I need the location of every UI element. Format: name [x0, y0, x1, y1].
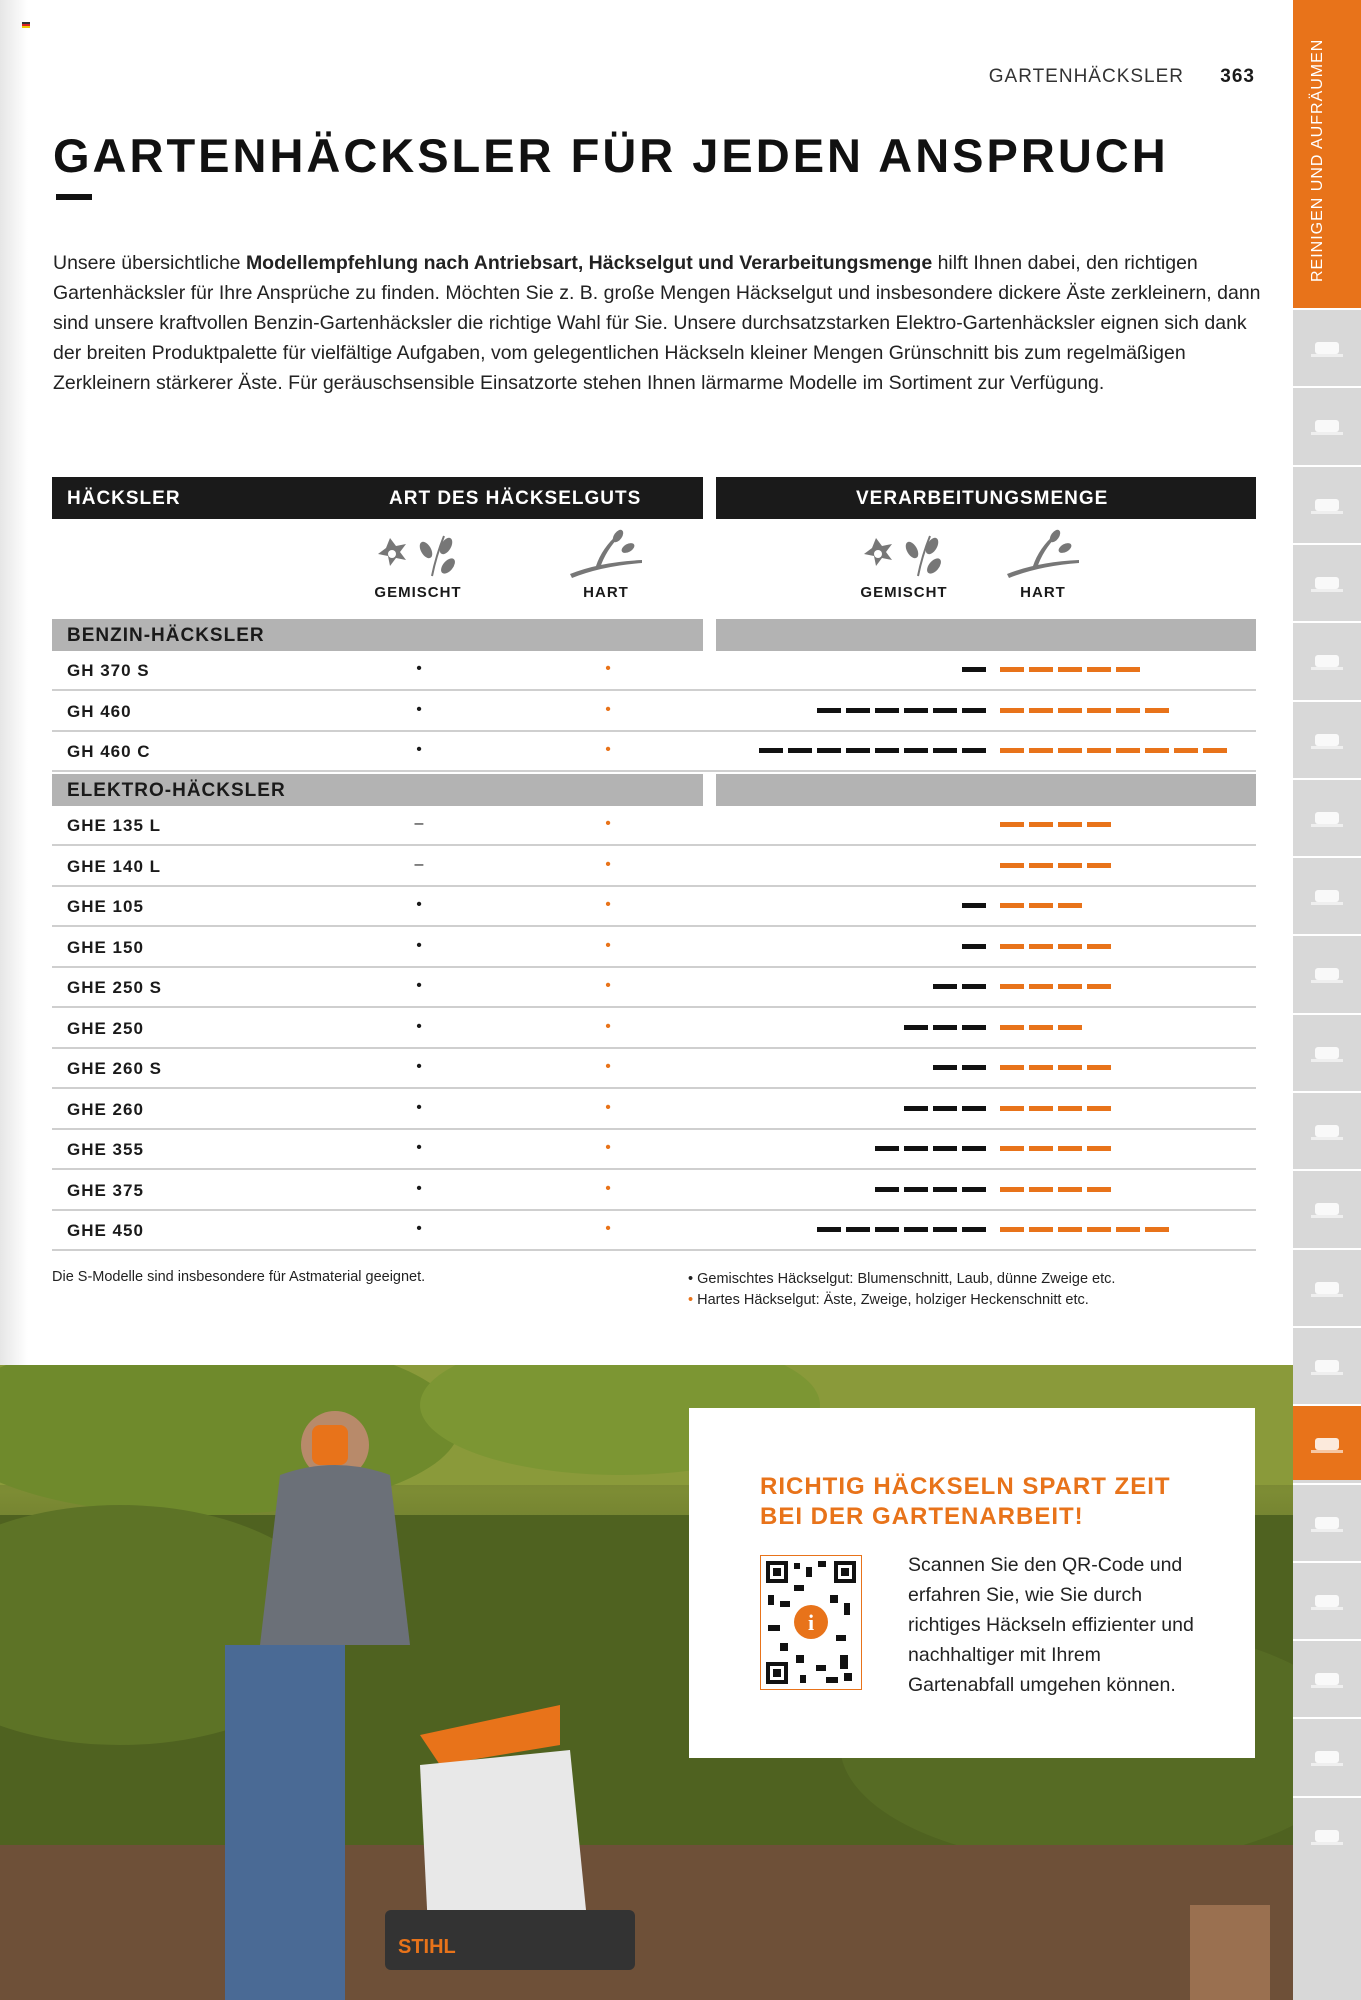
bar-mixed [904, 1187, 928, 1192]
trimmer-icon [1307, 956, 1347, 992]
table-row [52, 1049, 1256, 1089]
auger-icon [1307, 1113, 1347, 1149]
bar-mixed [759, 748, 783, 753]
bar-hard [1000, 748, 1024, 753]
battery-icon [1307, 487, 1347, 523]
blower-icon [1307, 800, 1347, 836]
bar-hard [1029, 863, 1053, 868]
branch-icon [566, 528, 646, 580]
bar-hard [1000, 1227, 1024, 1232]
model-name: GH 460 [67, 701, 132, 721]
hard-indicator: • [605, 1098, 611, 1116]
hard-indicator: • [605, 1017, 611, 1035]
bar-hard [1087, 708, 1111, 713]
model-name: GH 460 C [67, 742, 151, 761]
legend-hard-text: Hartes Häckselgut: Äste, Zweige, holziger Heckenschnitt etc. [693, 1292, 1089, 1308]
quantity-bars [52, 1211, 1256, 1249]
legend-mixed-text: Gemischtes Häckselgut: Blumenschnitt, Laub, dünne Zweige etc. [693, 1271, 1116, 1287]
bar-mixed [904, 748, 928, 753]
tiller-icon [1307, 1035, 1347, 1071]
bar-hard [1087, 863, 1111, 868]
chainsaw-icon [1307, 565, 1347, 601]
bar-mixed [933, 748, 957, 753]
bar-mixed [933, 1025, 957, 1030]
model-name: GHE 135 L [67, 816, 162, 835]
hard-indicator: • [605, 936, 611, 954]
bar-mixed [875, 1187, 899, 1192]
mixed-indicator: • [416, 1220, 422, 1237]
model-name: GHE 260 S [67, 1059, 162, 1078]
quantity-bars [52, 847, 1256, 885]
table-header-right [716, 477, 1256, 519]
pruner-icon [1307, 1191, 1347, 1227]
sidebar-tab-chainsaw[interactable] [1293, 543, 1361, 619]
table-row [52, 1211, 1256, 1251]
bar-mixed [962, 984, 986, 989]
brushcutter-icon [1307, 722, 1347, 758]
mixed-indicator: • [416, 1098, 422, 1116]
bar-mixed [846, 748, 870, 753]
bar-hard [1087, 748, 1111, 753]
bar-hard [1058, 1227, 1082, 1232]
table-row [52, 1130, 1256, 1170]
bar-hard [1029, 903, 1053, 908]
sidebar-tab-brushcutter[interactable] [1293, 700, 1361, 776]
bar-hard [1203, 748, 1227, 753]
bar-hard [1116, 708, 1140, 713]
mixed-indicator: • [416, 700, 422, 718]
label-hard-1: HART [583, 584, 629, 601]
bar-hard [1058, 667, 1082, 672]
promo-heading: RICHTIG HÄCKSELN SPART ZEIT BEI DER GARTENARBEIT! [760, 1473, 1171, 1530]
table-row [52, 928, 1256, 968]
bar-hard [1087, 1146, 1111, 1151]
chapter-sidebar [1293, 0, 1361, 2000]
bar-hard [1058, 863, 1082, 868]
bar-hard [1029, 1025, 1053, 1030]
subheader-qty-mixed [844, 528, 964, 601]
footnote-s-models: Die S-Modelle sind insbesondere für Astmaterial geeignet. [52, 1269, 426, 1285]
qr-code-icon [760, 1555, 862, 1690]
sidebar-tab-blower[interactable] [1293, 778, 1361, 854]
bar-mixed [904, 1025, 928, 1030]
bar-mixed [875, 1227, 899, 1232]
bar-hard [1029, 984, 1053, 989]
intro-paragraph [53, 248, 1263, 398]
subheader-hard [546, 528, 666, 601]
table-row [52, 1009, 1256, 1049]
model-name: GHE 105 [67, 897, 144, 916]
mixed-indicator: • [416, 741, 422, 758]
bar-mixed [788, 748, 812, 753]
bar-hard [1116, 748, 1140, 753]
footnote-legend [688, 1269, 1115, 1311]
bar-hard [1058, 944, 1082, 949]
quantity-bars [52, 968, 1256, 1006]
label-hard-2: HART [1020, 584, 1066, 601]
label-mixed-1: GEMISCHT [374, 584, 462, 601]
bar-mixed [962, 1187, 986, 1192]
model-name: GHE 355 [67, 1140, 144, 1159]
bar-hard [1029, 822, 1053, 827]
flag-icon [22, 22, 30, 28]
bar-hard [1145, 1227, 1169, 1232]
bar-hard [1087, 1187, 1111, 1192]
bar-hard [1058, 822, 1082, 827]
bar-hard [1087, 667, 1111, 672]
group-header-benzin [52, 619, 703, 651]
table-row [52, 806, 1256, 846]
bar-mixed [962, 708, 986, 713]
promo-text: Scannen Sie den QR-Code und erfahren Sie, wie Sie durch richtiges Häckseln effizienter und nachhaltiger mit Ihrem Gartenabfall umgehen können. [908, 1554, 1194, 1696]
bar-mixed [933, 1065, 957, 1070]
sidebar-tab-auger[interactable] [1293, 1091, 1361, 1167]
shirt-icon [1307, 1818, 1347, 1854]
title-underline [56, 194, 92, 200]
bar-hard [1029, 708, 1053, 713]
sidebar-tab-tools[interactable] [1293, 308, 1361, 384]
group-header-elektro-right [716, 774, 1256, 806]
legend-mixed [688, 1269, 1115, 1290]
bar-hard [1000, 863, 1024, 868]
quantity-bars [52, 1171, 1256, 1209]
chapter-label: REINIGEN UND AUFRÄUMEN [1309, 38, 1326, 282]
hard-indicator: • [605, 815, 611, 832]
bar-mixed [817, 1227, 841, 1232]
bar-hard [1029, 1065, 1053, 1070]
mixed-indicator: • [416, 1139, 422, 1156]
sidebar-tab-sprayer[interactable] [1293, 1248, 1361, 1324]
bar-hard [1029, 1106, 1053, 1111]
quantity-bars [52, 1049, 1256, 1087]
bar-mixed [904, 1227, 928, 1232]
sidebar-tab-jacket[interactable] [1293, 1639, 1361, 1715]
intro-text-bold: Modellempfehlung nach Antriebsart, Häckselgut und Verarbeitungsmenge [245, 252, 933, 274]
subheader-qty-hard [983, 528, 1103, 601]
bar-hard [1058, 1187, 1082, 1192]
bar-mixed [962, 944, 986, 949]
bar-hard [1087, 1065, 1111, 1070]
group-header-benzin-right [716, 619, 1256, 651]
group-header-elektro [52, 774, 703, 806]
table-header-left [52, 477, 703, 519]
sidebar-tab-trimmer[interactable] [1293, 934, 1361, 1010]
bar-hard [1116, 667, 1140, 672]
bar-mixed [962, 1065, 986, 1070]
legend-bullet-orange: • [688, 1292, 694, 1308]
model-name: GHE 250 S [67, 978, 162, 997]
table-row [52, 1090, 1256, 1130]
legend-hard [688, 1290, 1115, 1311]
jacket-icon [1307, 1661, 1347, 1697]
sidebar-tab-shredder-box[interactable] [1293, 1326, 1361, 1402]
hard-indicator: • [605, 896, 611, 913]
hard-indicator: • [605, 1058, 611, 1075]
bar-hard [1116, 1227, 1140, 1232]
running-header [989, 66, 1255, 88]
mixed-indicator: • [416, 936, 422, 954]
bar-hard [1029, 1146, 1053, 1151]
group-label: ELEKTRO-HÄCKSLER [67, 780, 286, 801]
lawnmower-icon [1307, 878, 1347, 914]
table-row [52, 968, 1256, 1008]
bar-hard [1087, 984, 1111, 989]
table-row [52, 692, 1256, 732]
hard-indicator: • [605, 1220, 611, 1237]
quantity-bars [52, 651, 1256, 689]
bar-mixed [846, 708, 870, 713]
mixed-indicator: – [414, 815, 424, 832]
hard-indicator: • [605, 1139, 611, 1156]
legend-bullet-black: • [688, 1271, 694, 1287]
bar-mixed [875, 708, 899, 713]
bar-hard [1000, 667, 1024, 672]
branch-icon [1003, 528, 1083, 580]
mixed-indicator: • [416, 1179, 422, 1197]
bar-mixed [962, 1146, 986, 1151]
bar-hard [1058, 984, 1082, 989]
page-gutter-shadow [0, 0, 28, 1365]
sprayer-icon [1307, 1270, 1347, 1306]
mixed-material-icon [370, 528, 466, 580]
mixed-indicator: • [416, 1017, 422, 1035]
svg-text:STIHL: STIHL [398, 1936, 456, 1958]
quantity-bars [52, 887, 1256, 925]
bar-hard [1087, 822, 1111, 827]
intro-text-start: Unsere übersichtliche [53, 252, 246, 274]
bar-mixed [875, 1146, 899, 1151]
table-row [52, 1171, 1256, 1211]
model-name: GH 370 S [67, 661, 150, 680]
mixed-indicator: • [416, 1058, 422, 1075]
bar-mixed [962, 1025, 986, 1030]
mixed-indicator: • [416, 896, 422, 913]
qr-promo-card [689, 1408, 1255, 1758]
sidebar-tab-book[interactable] [1293, 1561, 1361, 1637]
hard-indicator: • [605, 660, 611, 677]
bar-hard [1145, 708, 1169, 713]
axe-icon [1307, 1739, 1347, 1775]
bar-mixed [846, 1227, 870, 1232]
bar-hard [1087, 1106, 1111, 1111]
model-name: GHE 140 L [67, 856, 162, 876]
bar-hard [1058, 748, 1082, 753]
sidebar-tab-shredder[interactable] [1293, 1404, 1361, 1480]
sidebar-tab-shirt[interactable] [1293, 1796, 1361, 1872]
model-name: GHE 260 [67, 1099, 144, 1119]
svg-text:i: i [807, 1610, 815, 1635]
bar-hard [1029, 667, 1053, 672]
table-row [52, 651, 1256, 691]
bar-mixed [933, 1106, 957, 1111]
model-name: GHE 450 [67, 1221, 144, 1240]
header-art: ART DES HÄCKSELGUTS [389, 488, 642, 509]
hedge-trimmer-icon [1307, 643, 1347, 679]
bar-hard [1058, 1146, 1082, 1151]
sidebar-tab-tiller[interactable] [1293, 1013, 1361, 1089]
subheader-mixed [358, 528, 478, 601]
bar-hard [1000, 984, 1024, 989]
bar-hard [1000, 1187, 1024, 1192]
book-icon [1307, 1583, 1347, 1619]
sidebar-tab-lawnmower[interactable] [1293, 856, 1361, 932]
bar-mixed [875, 748, 899, 753]
sidebar-tab-battery[interactable] [1293, 465, 1361, 541]
bar-mixed [933, 708, 957, 713]
label-mixed-2: GEMISCHT [860, 584, 948, 601]
table-row [52, 732, 1256, 772]
bar-mixed [933, 1146, 957, 1151]
hard-indicator: • [605, 700, 611, 718]
bar-hard [1174, 748, 1198, 753]
bar-hard [1029, 748, 1053, 753]
bar-mixed [962, 748, 986, 753]
bar-hard [1029, 1227, 1053, 1232]
header-menge: VERARBEITUNGSMENGE [856, 488, 1109, 509]
bar-hard [1087, 944, 1111, 949]
mixed-indicator: • [416, 977, 422, 994]
sidebar-tab-axe[interactable] [1293, 1717, 1361, 1793]
model-name: GHE 375 [67, 1180, 144, 1200]
table-row [52, 847, 1256, 887]
model-name: GHE 150 [67, 937, 144, 957]
bar-hard [1000, 1025, 1024, 1030]
mixed-material-icon [856, 528, 952, 580]
quantity-bars [52, 692, 1256, 730]
quantity-bars [52, 1009, 1256, 1047]
model-name: GHE 250 [67, 1018, 144, 1038]
bar-hard [1000, 708, 1024, 713]
quantity-bars [52, 1090, 1256, 1128]
bar-hard [1058, 1106, 1082, 1111]
bar-hard [1000, 903, 1024, 908]
bar-mixed [962, 1227, 986, 1232]
shredder-icon [1307, 1426, 1347, 1462]
sidebar-tab-battery[interactable] [1293, 386, 1361, 462]
bar-hard [1058, 708, 1082, 713]
sidebar-tab-pruner[interactable] [1293, 1169, 1361, 1245]
tools-icon [1307, 330, 1347, 366]
qr-code[interactable] [760, 1555, 862, 1690]
quantity-bars [52, 1130, 1256, 1168]
page-number: 363 [1220, 66, 1255, 87]
sidebar-tab-hedge-trimmer[interactable] [1293, 621, 1361, 697]
intro-text-end: hilft Ihnen dabei, den richtigen Gartenhäcksler für Ihre Ansprüche zu finden. Möchten Sie z. B. große Mengen Häckselgut und insbesondere dickere Äste zerkleinern, dann sind unsere kraftvollen Benzin-Gartenhäcksler die richtige Wahl für Sie. Unsere durchsatzstarken Elektro-Gartenhäcksler eignen sich dank der breiten Produktpalette für vielfältige Aufgaben, vom gelegentlichen Häckseln kleiner Mengen Grünschnitt bis zum regelmäßigen Zerkleinern stärkerer Äste. Für geräuschsensible Einsatzorte stehen Ihnen lärmarme Modelle im Sortiment zur Verfügung. [53, 252, 1261, 394]
hard-indicator: • [605, 855, 611, 873]
hard-indicator: • [605, 1179, 611, 1197]
bar-mixed [904, 1106, 928, 1111]
quantity-bars [52, 732, 1256, 770]
bar-hard [1058, 1025, 1082, 1030]
shredder-box-icon [1307, 1348, 1347, 1384]
hard-indicator: • [605, 977, 611, 994]
phone-icon [1307, 1505, 1347, 1541]
bar-hard [1029, 1187, 1053, 1192]
bar-mixed [962, 903, 986, 908]
bar-hard [1000, 1065, 1024, 1070]
quantity-bars [52, 928, 1256, 966]
bar-hard [1000, 1146, 1024, 1151]
bar-hard [1087, 1227, 1111, 1232]
bar-hard [1029, 944, 1053, 949]
bar-mixed [933, 1227, 957, 1232]
quantity-bars [52, 806, 1256, 844]
bar-hard [1000, 944, 1024, 949]
mixed-indicator: – [414, 855, 424, 873]
bar-hard [1000, 822, 1024, 827]
table-row [52, 887, 1256, 927]
bar-hard [1058, 903, 1082, 908]
sidebar-tab-phone[interactable] [1293, 1483, 1361, 1559]
bar-mixed [904, 1146, 928, 1151]
bar-mixed [933, 1187, 957, 1192]
group-label: BENZIN-HÄCKSLER [67, 625, 265, 646]
bar-hard [1000, 1106, 1024, 1111]
section-name: GARTENHÄCKSLER [988, 66, 1185, 87]
bar-mixed [904, 708, 928, 713]
bar-hard [1145, 748, 1169, 753]
chapter-tab-active[interactable] [1293, 0, 1361, 308]
bar-mixed [817, 748, 841, 753]
page-title: GARTENHÄCKSLER FÜR JEDEN ANSPRUCH [53, 129, 1169, 182]
bar-mixed [962, 667, 986, 672]
battery-icon [1307, 408, 1347, 444]
mixed-indicator: • [416, 660, 422, 677]
bar-mixed [933, 984, 957, 989]
header-haecksler: HÄCKSLER [67, 488, 181, 509]
bar-mixed [817, 708, 841, 713]
bar-mixed [962, 1106, 986, 1111]
hard-indicator: • [605, 741, 611, 758]
bar-hard [1058, 1065, 1082, 1070]
